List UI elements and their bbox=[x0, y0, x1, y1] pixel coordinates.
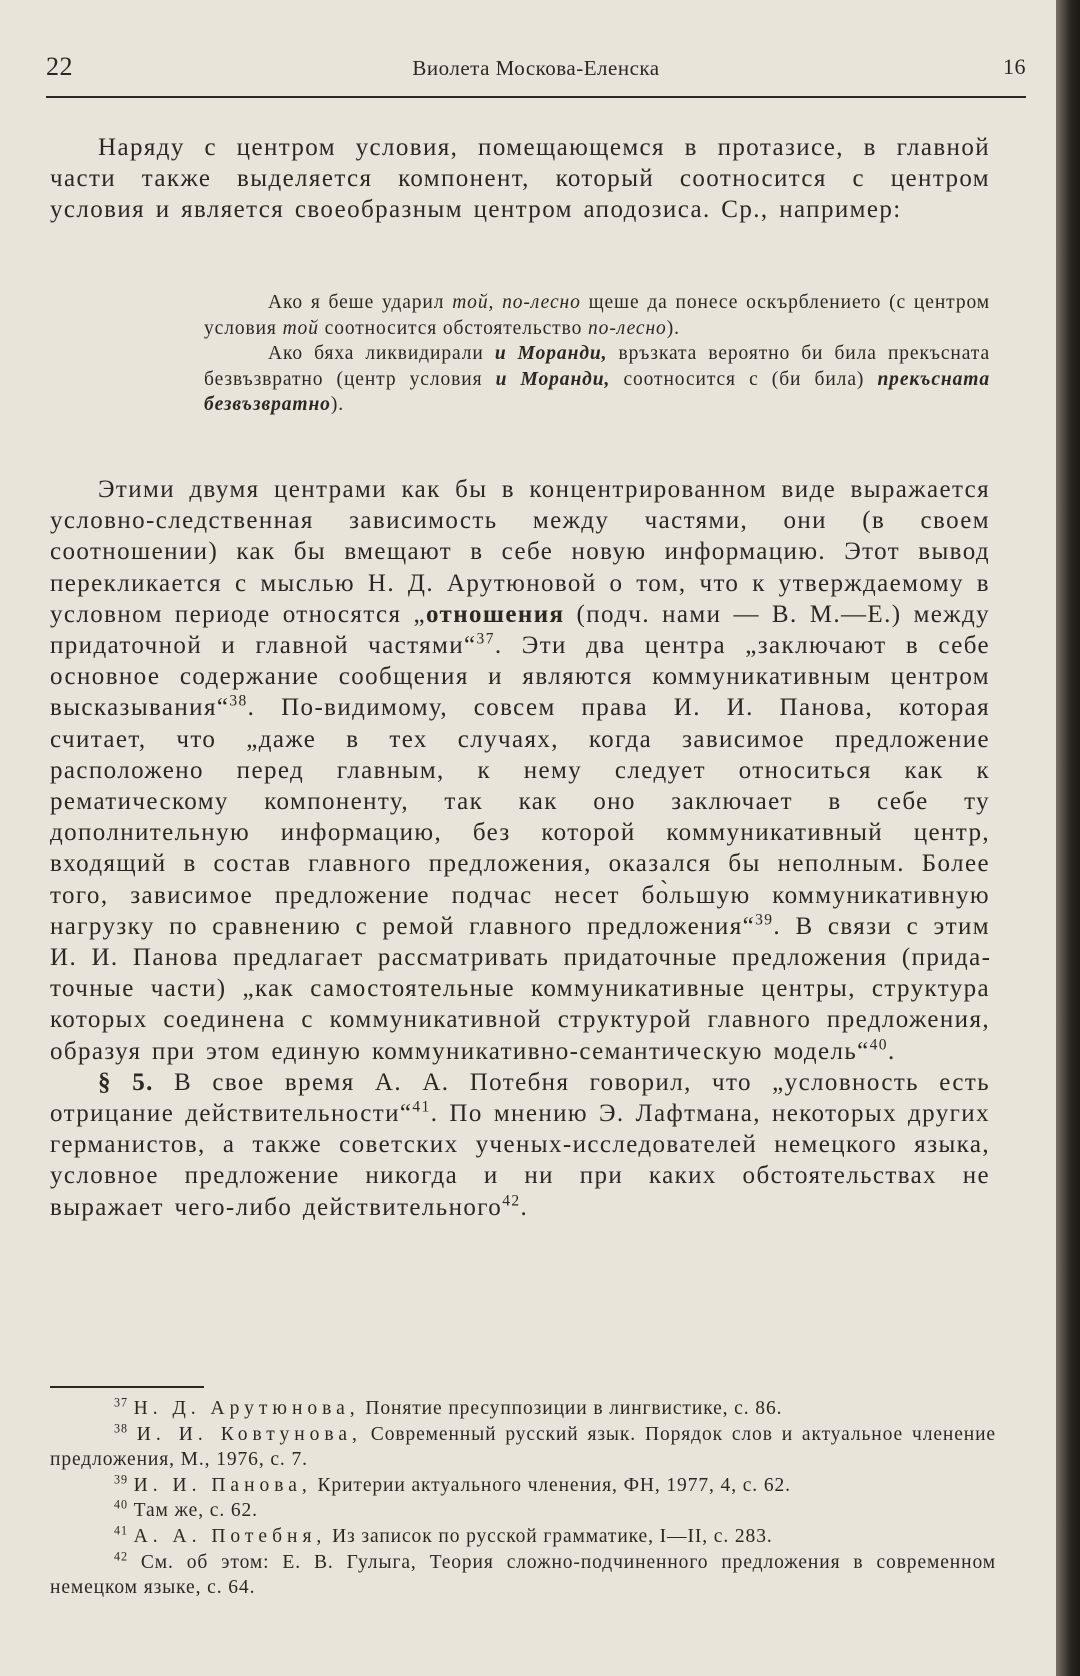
paragraph-3: § 5. В свое время А. А. Потебня говорил, что „условность есть отрицание действительности“$^{41}$. По мнению Э. Лафтмана, некоторых других германистов, а также советских ученых-исследователей немецкого языка, условное предложение никогда и ни при каких обстоятельствах не выражает чего-либо действительного$^{42}$. bbox=[50, 1068, 990, 1221]
footnote-41: $^{41}$ А. А. Потебня, Из записок по русской грамматике, I—II, с. 283. bbox=[114, 1523, 773, 1547]
example-block bbox=[204, 290, 990, 418]
footnotes bbox=[50, 1396, 996, 1601]
footnote-rule bbox=[50, 1386, 204, 1388]
body-text-main bbox=[50, 474, 990, 1223]
header-rule bbox=[46, 96, 1026, 98]
body-text-top bbox=[50, 132, 990, 226]
example-1: Ако я беше ударил той, по-лесно щеше да понесе оскърблението (с центром условия той соотносится обстоятельство по-лесно). bbox=[204, 292, 990, 339]
footnote-42: $^{42}$ См. об этом: Е. В. Гулыга, Теория сложно-подчиненного предложения в современном немецком языке, с. 64. bbox=[50, 1549, 996, 1599]
paragraph-1: Наряду с центром условия, помещающемся в протазисе, в главной части также выделяется компонент, который соотносится с центром условия и является своеобразным центром аподозиса. Ср., например: bbox=[50, 134, 990, 224]
footnote-37: $^{37}$ Н. Д. Арутюнова, Понятие пресуппозиции в лингвистике, с. 86. bbox=[114, 1395, 783, 1419]
footnote-38: $^{38}$ И. И. Ковтунова, Современный русский язык. Порядок слов и актуальное членение предложения, М., 1976, с. 7. bbox=[50, 1421, 996, 1471]
example-2: Ако бяха ликвидирали и Моранди, връзката вероятно би била прекъсната безвъзвратно (центр условия и Моранди, соотносится с (би била) прекъсната безвъзвратно). bbox=[204, 343, 991, 416]
section-number: 16 bbox=[1003, 54, 1026, 79]
paragraph-2: Этими двумя центрами как бы в концентрированном виде выражается условно-следственная зависимость между частями, они (в своем соотношении) как бы вмещают в себе новую информацию. Этот вывод перекликается с мыслью Н. Д. Арутюновой о том, что к утверждаемому в условном периоде относятся „отношения (подч. нами — В. М.—Е.) между придаточной и главной частями“$^{37}$. Эти два центра „заключают в себе основное содержание сообщения и являются коммуникативным центром высказывания“$^{38}$. По-видимому, совсем права И. И. Панова, которая считает, что „даже в тех случаях, когда зависимое предложение расположено перед главным, к нему следует относиться как к рематическому компоненту, так как оно заключает в себе ту дополнительную информацию, без которой коммуникативный центр, входящий в состав главного предложения, оказался бы неполным. Более того, зависимое предложение подчас несет бо̀льшую коммуникативную нагрузку по сравнению с ремой главного предложения“$^{39}$. В связи с этим И. И. Панова предлагает рассматривать придаточные предложения (придаточные части) „как самостоятельные коммуникативные центры, структура которых соединена с коммуникативной структурой главного предложения, образуя при этом единую коммуникативно-семантическую модель“$^{40}$. bbox=[50, 476, 991, 1065]
page-number: 22 bbox=[46, 52, 73, 81]
footnote-40: $^{40}$ Там же, с. 62. bbox=[114, 1497, 258, 1522]
running-title: Виолета Москова-Еленска bbox=[412, 56, 660, 80]
footnote-39: $^{39}$ И. И. Панова, Критерии актуального членения, ФН, 1977, 4, с. 62. bbox=[114, 1472, 791, 1496]
running-header bbox=[46, 52, 1026, 92]
book-spine-shadow bbox=[1056, 0, 1080, 1676]
